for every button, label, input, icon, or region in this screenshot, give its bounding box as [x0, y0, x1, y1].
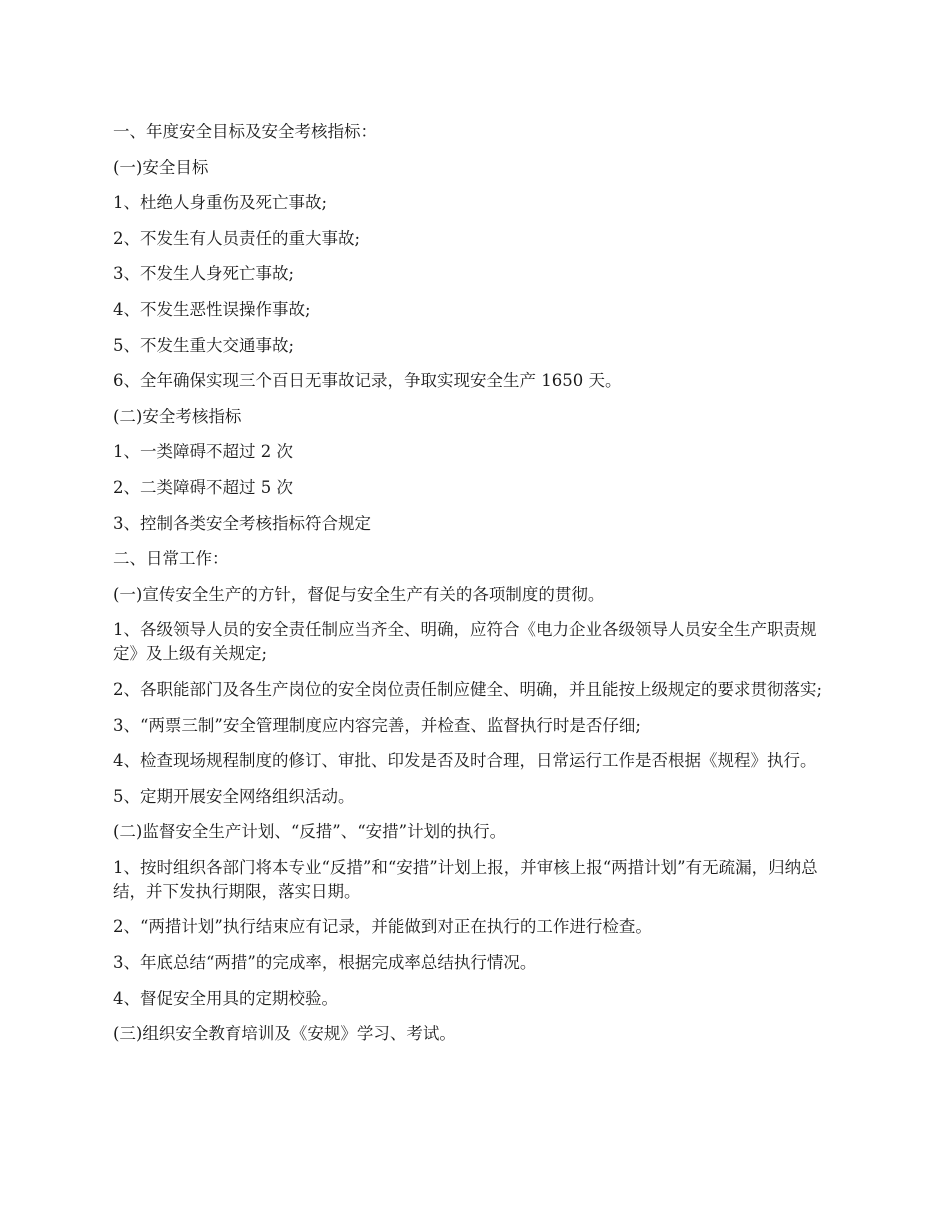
subheading-publicity: (一)宣传安全生产的方针，督促与安全生产有关的各项制度的贯彻。 [113, 584, 605, 604]
subheading-training: (三)组织安全教育培训及《安规》学习、考试。 [113, 1024, 456, 1044]
list-item: 2、二类障碍不超过 5 次 [113, 477, 293, 497]
heading-section-1: 一、年度安全目标及安全考核指标： [113, 122, 377, 141]
document-body [113, 120, 835, 1058]
subheading-assessment-indicators: (二)安全考核指标 [113, 406, 242, 426]
list-item: 2、各职能部门及各生产岗位的安全岗位责任制应健全、明确，并且能按上级规定的要求贯彻落实; [113, 679, 823, 699]
list-item: 1、杜绝人身重伤及死亡事故; [113, 193, 328, 213]
subheading-supervision: (二)监督安全生产计划、“反措”、“安措”计划的执行。 [113, 822, 507, 842]
list-item: 3、“两票三制”安全管理制度应内容完善，并检查、监督执行时是否仔细; [113, 715, 641, 735]
list-item: 1、一类障碍不超过 2 次 [113, 442, 293, 462]
list-item: 2、不发生有人员责任的重大事故; [113, 228, 361, 248]
subheading-safety-goals: (一)安全目标 [113, 157, 209, 177]
list-item: 5、不发生重大交通事故; [113, 335, 295, 355]
list-item: 3、不发生人身死亡事故; [113, 264, 295, 284]
list-item: 2、“两措计划”执行结束应有记录，并能做到对正在执行的工作进行检查。 [113, 917, 652, 937]
list-item: 3、年底总结“两措”的完成率，根据完成率总结执行情况。 [113, 953, 537, 973]
heading-section-2: 二、日常工作： [113, 549, 229, 569]
list-item: 5、定期开展安全网络组织活动。 [113, 786, 355, 806]
list-item: 3、控制各类安全考核指标符合规定 [113, 513, 371, 533]
list-item: 6、全年确保实现三个百日无事故记录，争取实现安全生产 1650 天。 [113, 371, 622, 391]
list-item: 4、督促安全用具的定期校验。 [113, 988, 338, 1008]
list-item: 4、检查现场规程制度的修订、审批、印发是否及时合理，日常运行工作是否根据《规程》执行。 [113, 751, 817, 771]
list-item: 1、按时组织各部门将本专业“反措”和“安措”计划上报，并审核上报“两措计划”有无疏漏，归纳总结，并下发执行期限，落实日期。 [113, 857, 818, 901]
list-item: 1、各级领导人员的安全责任制应当齐全、明确，应符合《电力企业各级领导人员安全生产职责规定》及上级有关规定; [113, 620, 817, 664]
list-item: 4、不发生恶性误操作事故; [113, 299, 311, 319]
